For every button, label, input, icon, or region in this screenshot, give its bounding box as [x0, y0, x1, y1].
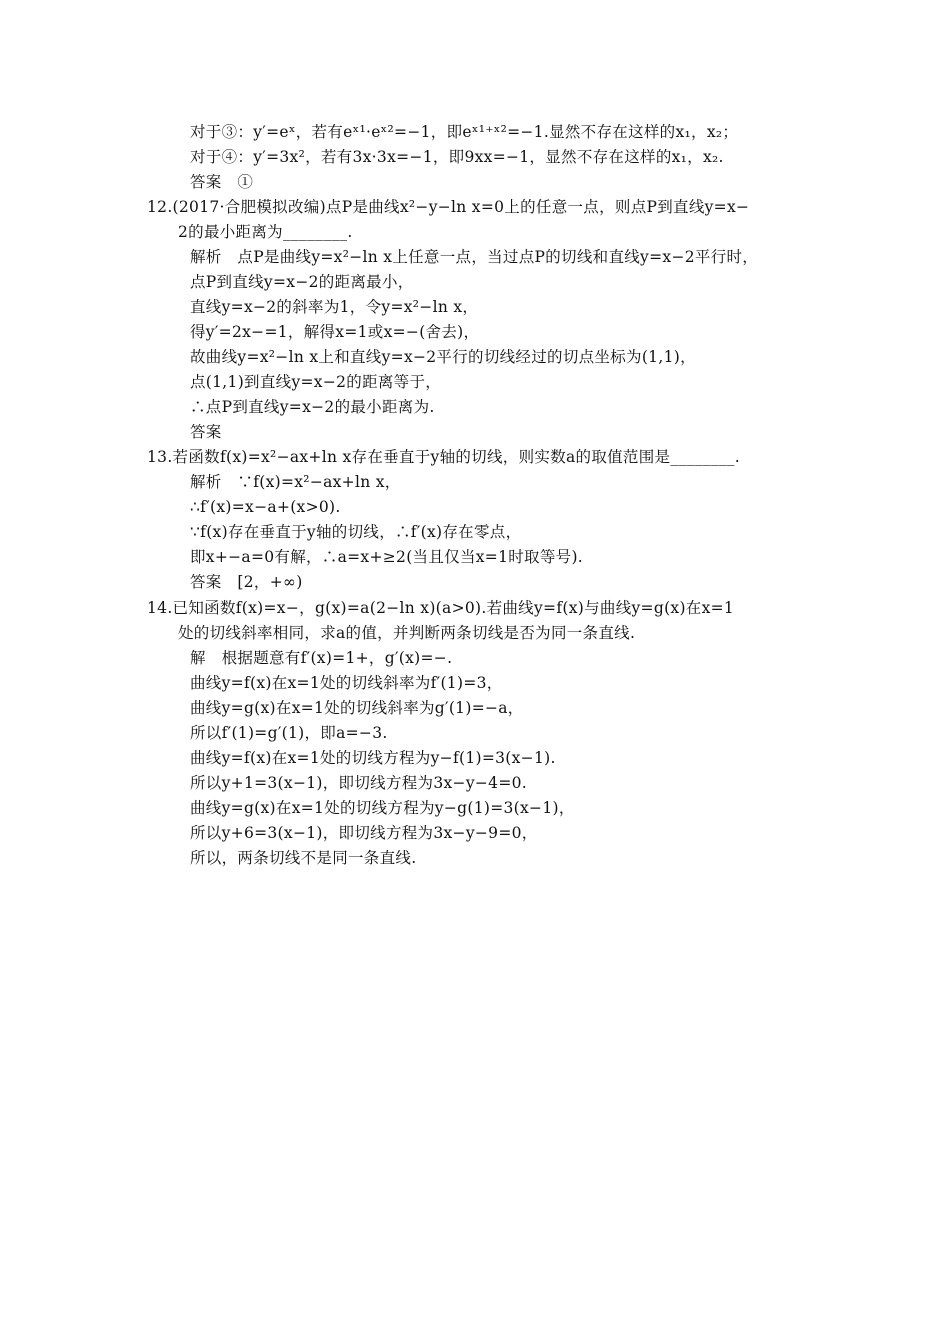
solution-line: 解 根据题意有f′(x)=1+，g′(x)=−.: [190, 649, 453, 667]
text-line: 所以f′(1)=g′(1)，即a=−3.: [190, 724, 388, 742]
question-14: 14.已知函数f(x)=x−，g(x)=a(2−ln x)(a>0).若曲线y=f(x)与曲线y=g(x)在x=1: [147, 599, 735, 617]
text-line: 曲线y=g(x)在x=1处的切线方程为y−g(1)=3(x−1)，: [190, 799, 575, 817]
text-line: 处的切线斜率相同，求a的值，并判断两条切线是否为同一条直线.: [178, 624, 636, 642]
question-13: 13.若函数f(x)=x²−ax+ln x存在垂直于y轴的切线，则实数a的取值范围是________.: [147, 448, 740, 466]
text-line: 即x+−a=0有解，∴a=x+≥2(当且仅当x=1时取等号).: [190, 548, 584, 566]
answer-line: 答案: [190, 423, 222, 441]
text-line: 对于④：y′=3x²，若有3x·3x=−1，即9xx=−1，显然不存在这样的x₁，x₂.: [190, 148, 724, 166]
text-line: 曲线y=f(x)在x=1处的切线斜率为f′(1)=3，: [190, 674, 503, 692]
text-line: ∴f′(x)=x−a+(x>0).: [190, 498, 341, 516]
answer-line: 答案 [2，+∞): [190, 573, 303, 591]
text-line: 所以y+6=3(x−1)，即切线方程为3x−y−9=0，: [190, 824, 538, 842]
text-line: 对于③：y′=eˣ，若有eˣ¹·eˣ²=−1，即eˣ¹⁺ˣ²=−1.显然不存在这样的x₁，x₂；: [190, 123, 739, 141]
text-line: ∴点P到直线y=x−2的最小距离为.: [190, 398, 435, 416]
text-line: 点P到直线y=x−2的距离最小，: [190, 273, 414, 291]
text-line: 得y′=2x−=1，解得x=1或x=−(舍去)，: [190, 323, 480, 341]
question-12: 12.(2017·合肥模拟改编)点P是曲线x²−y−ln x=0上的任意一点，则点P到直线y=x−: [147, 198, 750, 216]
text-line: 所以y+1=3(x−1)，即切线方程为3x−y−4=0.: [190, 774, 528, 792]
text-line: 曲线y=g(x)在x=1处的切线斜率为g′(1)=−a，: [190, 699, 524, 717]
analysis-line: 解析 ∵f(x)=x²−ax+ln x，: [190, 473, 401, 491]
text-line: 曲线y=f(x)在x=1处的切线方程为y−f(1)=3(x−1).: [190, 749, 556, 767]
analysis-line: 解析 点P是曲线y=x²−ln x上任意一点，当过点P的切线和直线y=x−2平行时，: [190, 248, 759, 266]
text-line: 2的最小距离为________.: [178, 223, 353, 241]
text-line: 故曲线y=x²−ln x上和直线y=x−2平行的切线经过的切点坐标为(1,1)，: [190, 348, 696, 366]
answer-line: 答案 ①: [190, 173, 254, 191]
text-line: 点(1,1)到直线y=x−2的距离等于，: [190, 373, 442, 391]
text-line: 直线y=x−2的斜率为1，令y=x²−ln x，: [190, 298, 479, 316]
text-line: ∵f(x)存在垂直于y轴的切线，∴f′(x)存在零点，: [190, 523, 522, 541]
text-line: 所以，两条切线不是同一条直线.: [190, 849, 417, 867]
